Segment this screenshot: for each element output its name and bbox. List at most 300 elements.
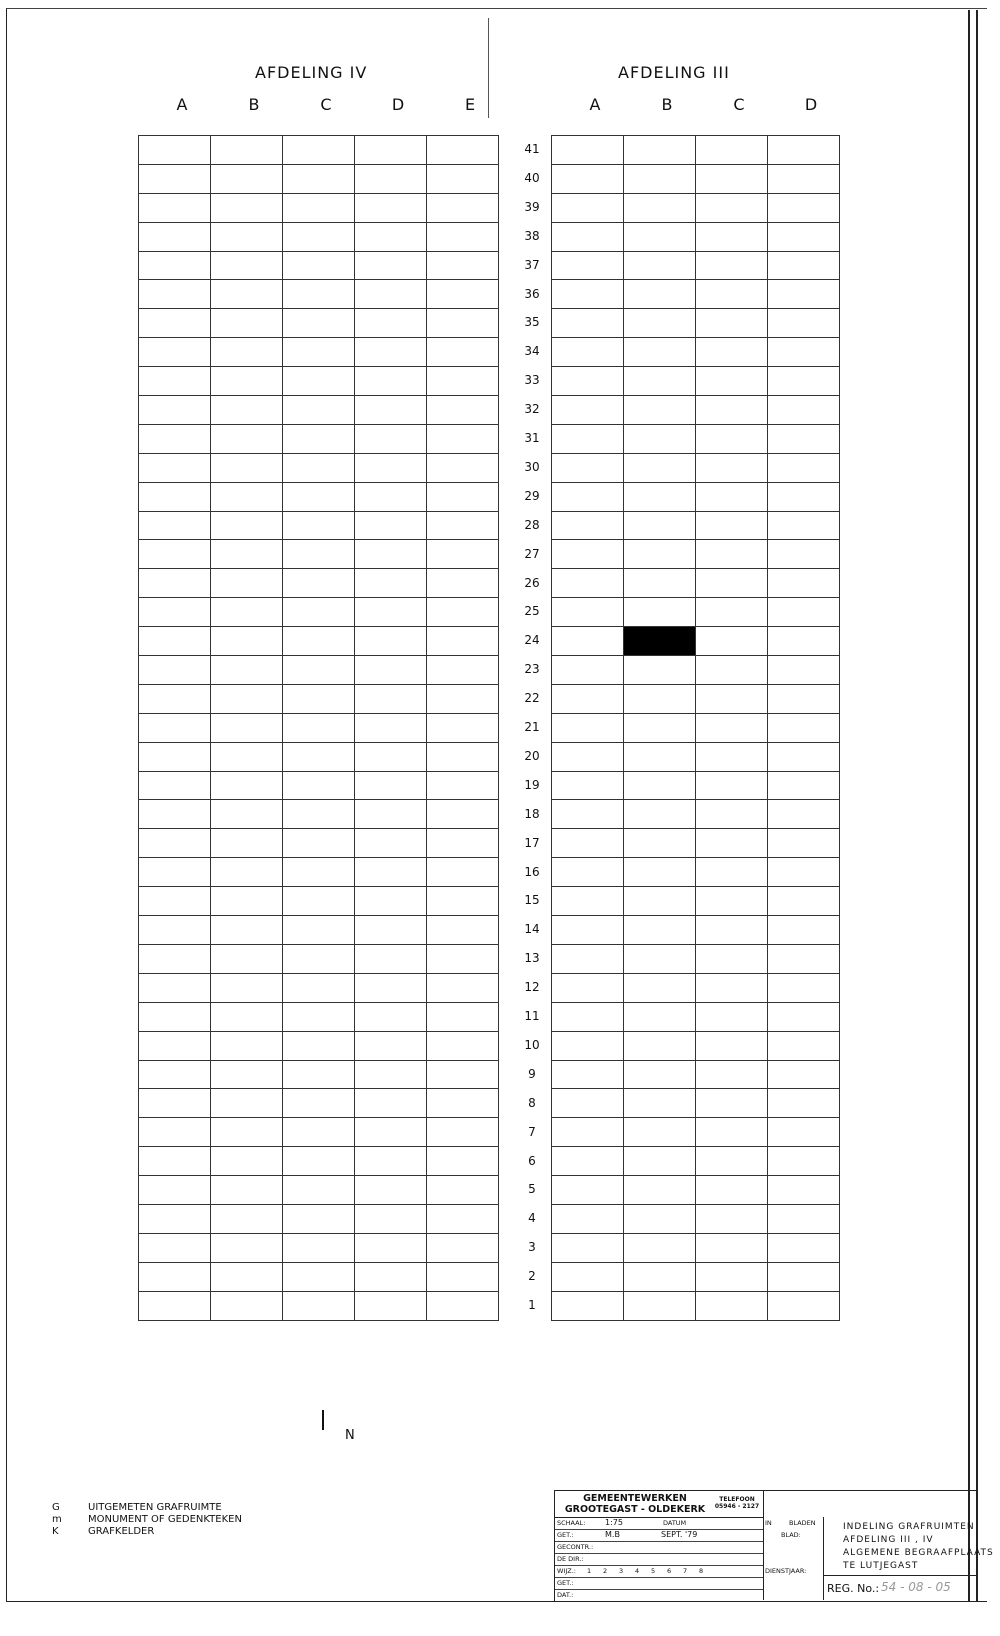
plot-left-d2 — [355, 1263, 427, 1292]
schaal-label: SCHAAL: — [557, 1519, 586, 1527]
plot-left-b34 — [211, 338, 283, 367]
plot-right-c8 — [696, 1089, 768, 1118]
plot-left-a12 — [139, 974, 211, 1003]
plot-left-c16 — [283, 858, 355, 887]
plot-left-c33 — [283, 367, 355, 396]
plot-left-b19 — [211, 772, 283, 801]
plot-left-c13 — [283, 945, 355, 974]
plot-left-e12 — [427, 974, 499, 1003]
column-label-right-c: C — [733, 95, 745, 114]
plot-left-a35 — [139, 309, 211, 338]
plot-right-d38 — [768, 223, 840, 252]
plot-right-a40 — [552, 165, 624, 194]
plot-left-d37 — [355, 252, 427, 281]
plot-left-e29 — [427, 483, 499, 512]
plot-left-a7 — [139, 1118, 211, 1147]
plot-right-b28 — [624, 512, 696, 541]
plot-left-a28 — [139, 512, 211, 541]
plot-right-d25 — [768, 598, 840, 627]
plot-left-c26 — [283, 569, 355, 598]
plot-left-a39 — [139, 194, 211, 223]
plot-left-b29 — [211, 483, 283, 512]
plot-right-d20 — [768, 743, 840, 772]
row-number-31: 31 — [524, 431, 540, 445]
plot-left-d39 — [355, 194, 427, 223]
row-number-23: 23 — [524, 662, 540, 677]
plot-right-a8 — [552, 1089, 624, 1118]
plot-left-a15 — [139, 887, 211, 916]
plot-left-d1 — [355, 1292, 427, 1321]
row-number-27: 27 — [524, 546, 540, 561]
row-number-28: 28 — [524, 517, 540, 532]
row-number-8: 8 — [528, 1095, 536, 1110]
plot-left-a26 — [139, 569, 211, 598]
row-number-14: 14 — [524, 922, 540, 937]
plot-left-d20 — [355, 743, 427, 772]
column-label-left-a: A — [176, 95, 188, 114]
plot-right-a2 — [552, 1263, 624, 1292]
plot-right-a9 — [552, 1061, 624, 1090]
column-label-left-c: C — [320, 95, 332, 114]
plot-left-b13 — [211, 945, 283, 974]
plot-right-d32 — [768, 396, 840, 425]
plot-left-a38 — [139, 223, 211, 252]
right-double-border — [968, 10, 978, 1602]
plot-left-d33 — [355, 367, 427, 396]
plot-right-c40 — [696, 165, 768, 194]
plot-left-a40 — [139, 165, 211, 194]
plot-left-a27 — [139, 540, 211, 569]
plot-right-d17 — [768, 829, 840, 858]
plot-right-c28 — [696, 512, 768, 541]
plot-left-e30 — [427, 454, 499, 483]
plot-left-c1 — [283, 1292, 355, 1321]
plot-right-b16 — [624, 858, 696, 887]
plot-left-c7 — [283, 1118, 355, 1147]
plot-left-b16 — [211, 858, 283, 887]
plot-left-b24 — [211, 627, 283, 656]
plot-left-c35 — [283, 309, 355, 338]
plot-right-c14 — [696, 916, 768, 945]
plot-right-c13 — [696, 945, 768, 974]
plot-left-a24 — [139, 627, 211, 656]
plot-right-c23 — [696, 656, 768, 685]
row-number-35: 35 — [524, 315, 540, 330]
plot-right-a20 — [552, 743, 624, 772]
legend — [52, 1502, 242, 1538]
plot-right-a21 — [552, 714, 624, 743]
plot-left-e32 — [427, 396, 499, 425]
row-number-34: 34 — [524, 344, 540, 359]
plot-left-c14 — [283, 916, 355, 945]
plot-left-c15 — [283, 887, 355, 916]
plot-right-d41 — [768, 136, 840, 165]
blad-label: BLAD: — [781, 1531, 801, 1539]
plot-left-b23 — [211, 656, 283, 685]
plot-right-b33 — [624, 367, 696, 396]
plot-left-b36 — [211, 280, 283, 309]
plot-right-c15 — [696, 887, 768, 916]
plot-left-e31 — [427, 425, 499, 454]
plot-right-c3 — [696, 1234, 768, 1263]
plot-right-d1 — [768, 1292, 840, 1321]
plot-left-c4 — [283, 1205, 355, 1234]
plot-left-d25 — [355, 598, 427, 627]
plot-right-c1 — [696, 1292, 768, 1321]
plot-right-d34 — [768, 338, 840, 367]
row-number-22: 22 — [524, 691, 540, 706]
plot-left-d35 — [355, 309, 427, 338]
plot-left-a22 — [139, 685, 211, 714]
row-number-6: 6 — [528, 1153, 536, 1168]
plot-right-d24 — [768, 627, 840, 656]
plot-left-b21 — [211, 714, 283, 743]
row-number-1: 1 — [528, 1298, 536, 1312]
company-line-1: GEMEENTEWERKEN — [583, 1493, 687, 1504]
plot-left-e11 — [427, 1003, 499, 1032]
plot-left-a31 — [139, 425, 211, 454]
plot-left-c37 — [283, 252, 355, 281]
plot-right-b40 — [624, 165, 696, 194]
row-number-5: 5 — [528, 1182, 536, 1197]
plot-left-b15 — [211, 887, 283, 916]
grid-afdeling-iii — [551, 135, 840, 1321]
wijz-number: 6 — [667, 1567, 672, 1575]
plot-right-c35 — [696, 309, 768, 338]
plot-left-e1 — [427, 1292, 499, 1321]
plot-right-a13 — [552, 945, 624, 974]
row-number-3: 3 — [528, 1240, 536, 1255]
plot-left-a29 — [139, 483, 211, 512]
plot-left-d18 — [355, 800, 427, 829]
plot-left-c8 — [283, 1089, 355, 1118]
plot-right-b29 — [624, 483, 696, 512]
row-number-15: 15 — [524, 893, 540, 908]
plot-left-c40 — [283, 165, 355, 194]
plot-left-d23 — [355, 656, 427, 685]
plot-left-b30 — [211, 454, 283, 483]
plot-left-c22 — [283, 685, 355, 714]
plot-left-a34 — [139, 338, 211, 367]
plot-left-b31 — [211, 425, 283, 454]
plot-right-d18 — [768, 800, 840, 829]
row-dat — [555, 1589, 763, 1601]
plot-left-d19 — [355, 772, 427, 801]
plot-left-e14 — [427, 916, 499, 945]
phone-number: 05946 - 2127 — [714, 1503, 760, 1510]
row-number-12: 12 — [524, 980, 540, 995]
plot-left-b38 — [211, 223, 283, 252]
plot-left-c41 — [283, 136, 355, 165]
plot-right-b11 — [624, 1003, 696, 1032]
plot-right-c39 — [696, 194, 768, 223]
plot-right-b15 — [624, 887, 696, 916]
plot-right-b34 — [624, 338, 696, 367]
title-block-header — [555, 1491, 763, 1518]
plot-right-b14 — [624, 916, 696, 945]
plot-left-d4 — [355, 1205, 427, 1234]
plot-left-d38 — [355, 223, 427, 252]
plot-left-b10 — [211, 1032, 283, 1061]
plot-right-a38 — [552, 223, 624, 252]
plot-right-a35 — [552, 309, 624, 338]
plot-right-d7 — [768, 1118, 840, 1147]
title-block-left — [555, 1491, 764, 1600]
plot-left-d7 — [355, 1118, 427, 1147]
plot-right-d4 — [768, 1205, 840, 1234]
plot-right-b25 — [624, 598, 696, 627]
plot-left-b20 — [211, 743, 283, 772]
registration — [823, 1575, 977, 1601]
title-block-middle — [763, 1517, 824, 1600]
wijz-number: 7 — [683, 1567, 688, 1575]
plot-right-b19 — [624, 772, 696, 801]
plot-right-b36 — [624, 280, 696, 309]
plot-right-d8 — [768, 1089, 840, 1118]
plot-right-d11 — [768, 1003, 840, 1032]
plot-left-d36 — [355, 280, 427, 309]
row-number-17: 17 — [524, 835, 540, 850]
plot-left-e24 — [427, 627, 499, 656]
plot-right-b23 — [624, 656, 696, 685]
plot-right-d16 — [768, 858, 840, 887]
plot-left-c12 — [283, 974, 355, 1003]
plot-right-c30 — [696, 454, 768, 483]
row-number-20: 20 — [524, 748, 540, 763]
plot-left-b35 — [211, 309, 283, 338]
plot-left-d21 — [355, 714, 427, 743]
plot-left-e5 — [427, 1176, 499, 1205]
plot-left-d13 — [355, 945, 427, 974]
legend-item — [52, 1526, 242, 1538]
plot-left-b5 — [211, 1176, 283, 1205]
plot-right-a41 — [552, 136, 624, 165]
column-label-left-b: B — [248, 95, 260, 114]
plot-left-a41 — [139, 136, 211, 165]
plot-left-c23 — [283, 656, 355, 685]
plot-left-a4 — [139, 1205, 211, 1234]
plot-left-d6 — [355, 1147, 427, 1176]
row-number-40: 40 — [524, 170, 540, 185]
plot-right-a29 — [552, 483, 624, 512]
plot-left-e35 — [427, 309, 499, 338]
plot-left-b25 — [211, 598, 283, 627]
plot-left-d9 — [355, 1061, 427, 1090]
phone-block — [713, 1496, 761, 1510]
plot-left-e21 — [427, 714, 499, 743]
plot-left-e34 — [427, 338, 499, 367]
wijz-number: 5 — [651, 1567, 656, 1575]
plot-right-c34 — [696, 338, 768, 367]
plot-left-a3 — [139, 1234, 211, 1263]
plot-left-a19 — [139, 772, 211, 801]
plot-left-d34 — [355, 338, 427, 367]
get-label: GET.: — [557, 1531, 574, 1539]
plot-left-d14 — [355, 916, 427, 945]
plot-right-b9 — [624, 1061, 696, 1090]
plot-right-a16 — [552, 858, 624, 887]
plot-left-d8 — [355, 1089, 427, 1118]
row-number-30: 30 — [524, 459, 540, 474]
row-number-39: 39 — [524, 199, 540, 214]
plot-left-e26 — [427, 569, 499, 598]
plot-left-c32 — [283, 396, 355, 425]
plot-right-a18 — [552, 800, 624, 829]
plot-right-c18 — [696, 800, 768, 829]
plot-left-d31 — [355, 425, 427, 454]
description-line: TE LUTJEGAST — [843, 1561, 919, 1571]
plot-left-c5 — [283, 1176, 355, 1205]
plot-right-b2 — [624, 1263, 696, 1292]
plot-left-a10 — [139, 1032, 211, 1061]
in-label: IN — [765, 1519, 772, 1527]
plot-right-c22 — [696, 685, 768, 714]
plot-right-c12 — [696, 974, 768, 1003]
plot-left-b14 — [211, 916, 283, 945]
plot-right-a7 — [552, 1118, 624, 1147]
plot-left-d26 — [355, 569, 427, 598]
plot-left-b2 — [211, 1263, 283, 1292]
company-name — [561, 1493, 709, 1515]
plot-left-c29 — [283, 483, 355, 512]
plot-left-a8 — [139, 1089, 211, 1118]
plot-left-b6 — [211, 1147, 283, 1176]
plot-left-d41 — [355, 136, 427, 165]
plot-left-e19 — [427, 772, 499, 801]
plot-left-e41 — [427, 136, 499, 165]
plot-left-b32 — [211, 396, 283, 425]
plot-left-e25 — [427, 598, 499, 627]
plot-right-b1 — [624, 1292, 696, 1321]
row-number-38: 38 — [524, 228, 540, 243]
plot-right-a37 — [552, 252, 624, 281]
plot-left-c34 — [283, 338, 355, 367]
north-arrow-icon — [322, 1410, 324, 1430]
plot-left-a18 — [139, 800, 211, 829]
plot-left-c38 — [283, 223, 355, 252]
get-value: M.B — [605, 1530, 620, 1539]
section-title-iv: AFDELING IV — [255, 63, 368, 82]
plot-left-c9 — [283, 1061, 355, 1090]
plot-left-c2 — [283, 1263, 355, 1292]
plot-right-c32 — [696, 396, 768, 425]
row-number-33: 33 — [524, 373, 540, 388]
plot-left-c24 — [283, 627, 355, 656]
plot-left-b26 — [211, 569, 283, 598]
plot-right-c5 — [696, 1176, 768, 1205]
occupied-plot-right-b24 — [624, 627, 696, 656]
plot-right-d30 — [768, 454, 840, 483]
description-line: AFDELING III , IV — [843, 1535, 934, 1545]
plot-left-e17 — [427, 829, 499, 858]
row-number-32: 32 — [524, 402, 540, 417]
plot-right-d36 — [768, 280, 840, 309]
plot-right-a10 — [552, 1032, 624, 1061]
row-number-10: 10 — [524, 1037, 540, 1052]
plot-right-a22 — [552, 685, 624, 714]
plot-right-d31 — [768, 425, 840, 454]
plot-right-c33 — [696, 367, 768, 396]
plot-right-a25 — [552, 598, 624, 627]
plot-left-c25 — [283, 598, 355, 627]
plot-right-c29 — [696, 483, 768, 512]
legend-item — [52, 1514, 242, 1526]
plot-right-c26 — [696, 569, 768, 598]
plot-right-c10 — [696, 1032, 768, 1061]
plot-left-c20 — [283, 743, 355, 772]
plot-left-d27 — [355, 540, 427, 569]
plot-left-a21 — [139, 714, 211, 743]
plot-right-c17 — [696, 829, 768, 858]
plot-right-a24 — [552, 627, 624, 656]
plot-right-b35 — [624, 309, 696, 338]
plot-left-d16 — [355, 858, 427, 887]
drawing-description — [843, 1521, 994, 1573]
plot-right-d37 — [768, 252, 840, 281]
dat-label: DAT.: — [557, 1591, 574, 1599]
plot-right-a32 — [552, 396, 624, 425]
plot-left-a25 — [139, 598, 211, 627]
plot-right-a27 — [552, 540, 624, 569]
row-number-36: 36 — [524, 286, 540, 301]
plot-right-c24 — [696, 627, 768, 656]
phone-label: TELEFOON — [719, 1496, 755, 1503]
plot-right-d15 — [768, 887, 840, 916]
plot-right-c6 — [696, 1147, 768, 1176]
row-number-7: 7 — [528, 1124, 536, 1139]
plot-left-d32 — [355, 396, 427, 425]
plot-left-b8 — [211, 1089, 283, 1118]
plot-right-b12 — [624, 974, 696, 1003]
bladen-label: BLADEN — [789, 1519, 816, 1527]
plot-right-b22 — [624, 685, 696, 714]
plot-right-b39 — [624, 194, 696, 223]
plot-left-b40 — [211, 165, 283, 194]
plot-left-e22 — [427, 685, 499, 714]
legend-key: K — [52, 1526, 59, 1537]
plot-right-b10 — [624, 1032, 696, 1061]
plot-left-e3 — [427, 1234, 499, 1263]
plot-right-b26 — [624, 569, 696, 598]
plot-right-d2 — [768, 1263, 840, 1292]
legend-key: G — [52, 1502, 60, 1513]
plot-right-c11 — [696, 1003, 768, 1032]
plot-right-d26 — [768, 569, 840, 598]
plot-right-d5 — [768, 1176, 840, 1205]
plot-left-a36 — [139, 280, 211, 309]
plot-right-d27 — [768, 540, 840, 569]
plot-left-e36 — [427, 280, 499, 309]
plot-right-d10 — [768, 1032, 840, 1061]
plot-right-a28 — [552, 512, 624, 541]
plot-left-b39 — [211, 194, 283, 223]
plot-right-c7 — [696, 1118, 768, 1147]
plot-right-a17 — [552, 829, 624, 858]
plot-right-b13 — [624, 945, 696, 974]
dir-label: DE DIR.: — [557, 1555, 584, 1563]
plot-left-d11 — [355, 1003, 427, 1032]
wijz-label: WIJZ.: — [557, 1567, 576, 1575]
plot-right-a6 — [552, 1147, 624, 1176]
plot-left-a23 — [139, 656, 211, 685]
plot-right-a4 — [552, 1205, 624, 1234]
plot-left-d29 — [355, 483, 427, 512]
plot-right-b8 — [624, 1089, 696, 1118]
datum-label: DATUM — [663, 1519, 687, 1527]
plot-left-c21 — [283, 714, 355, 743]
plot-left-c27 — [283, 540, 355, 569]
plot-left-b1 — [211, 1292, 283, 1321]
